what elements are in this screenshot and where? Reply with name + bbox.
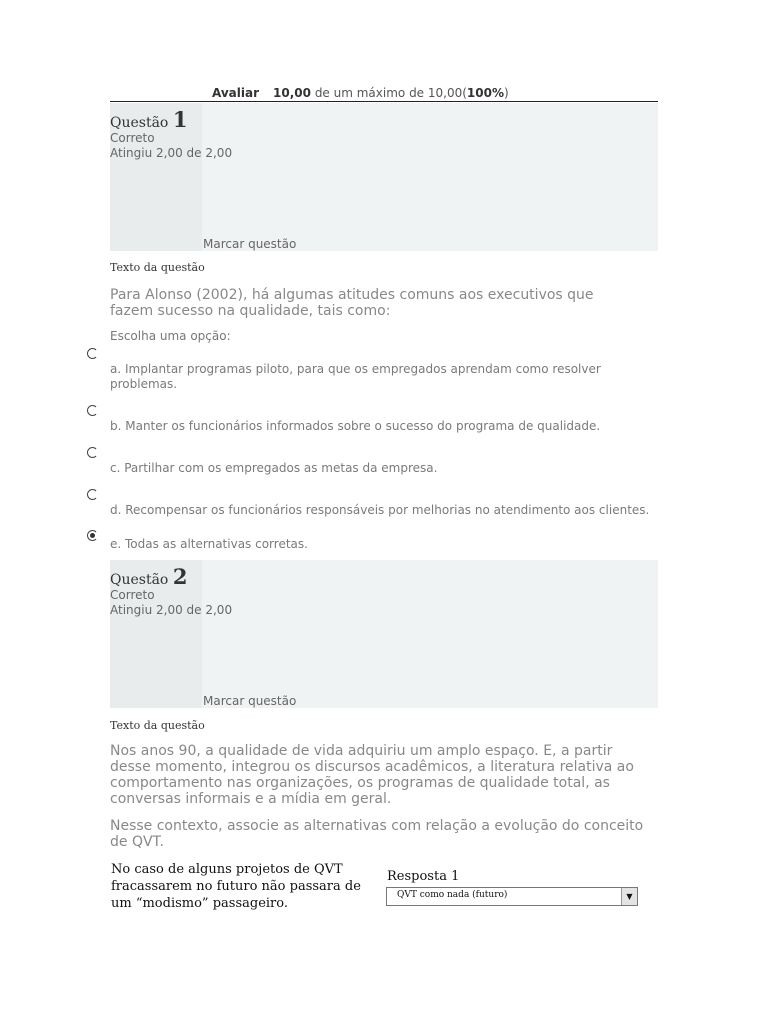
grade-label: Avaliar [212, 86, 260, 100]
question-2-title [110, 564, 187, 589]
match-statement: No caso de alguns projetos de QVT fracassarem no futuro não passara de um “modismo” passageiro. [111, 862, 361, 911]
grade-middle: de um máximo de 10,00( [311, 86, 467, 100]
radio-option-b[interactable] [87, 405, 98, 416]
question-title-prefix: Questão [110, 115, 169, 131]
question-1-title [110, 107, 187, 132]
response-selected-value: QVT como nada (futuro) [397, 890, 508, 900]
question-2-paragraph-2: Nesse contexto, associe as alternativas com relação a evolução do conceito de QVT. [110, 818, 644, 850]
flag-question-link[interactable]: Marcar questão [203, 237, 297, 251]
response-select[interactable] [386, 887, 638, 906]
question-2-paragraph-1: Nos anos 90, a qualidade de vida adquiriu um amplo espaço. E, a partir desse momento, integrou os discursos acadêmicos, a literatura relativa ao comportamento nas organizações, os programas de qualidade total, as conversas informais e a mídia em geral. [110, 743, 634, 807]
question-text-label: Texto da questão [110, 261, 205, 274]
question-number: 1 [172, 107, 188, 132]
option-e-label[interactable]: e. Todas as alternativas corretas. [110, 537, 308, 551]
flag-question-link[interactable]: Marcar questão [203, 694, 297, 708]
question-state: Correto [110, 588, 155, 602]
response-label: Resposta 1 [387, 869, 460, 884]
option-d-label[interactable]: d. Recompensar os funcionários responsáveis por melhorias no atendimento aos clientes. [110, 503, 650, 517]
radio-option-c[interactable] [87, 447, 98, 458]
radio-option-a[interactable] [87, 348, 98, 359]
option-c-label[interactable]: c. Partilhar com os empregados as metas da empresa. [110, 461, 438, 475]
question-title-prefix: Questão [110, 572, 169, 588]
grade-summary [212, 86, 509, 100]
grade-percent: 100% [466, 86, 504, 100]
grade-close: ) [504, 86, 509, 100]
question-state: Correto [110, 131, 155, 145]
choose-option-label: Escolha uma opção: [110, 329, 231, 343]
question-number: 2 [172, 564, 188, 589]
question-1-info [110, 103, 658, 251]
option-b-label[interactable]: b. Manter os funcionários informados sobre o sucesso do programa de qualidade. [110, 419, 601, 433]
question-mark: Atingiu 2,00 de 2,00 [110, 146, 233, 160]
question-text-label: Texto da questão [110, 719, 205, 732]
radio-option-e[interactable] [87, 530, 98, 541]
option-a-label[interactable]: a. Implantar programas piloto, para que os empregados aprendam como resolver problemas. [110, 362, 601, 391]
question-2-info [110, 560, 658, 708]
divider [110, 101, 658, 102]
question-mark: Atingiu 2,00 de 2,00 [110, 603, 233, 617]
radio-option-d[interactable] [87, 489, 98, 500]
dropdown-arrow-icon[interactable]: ▼ [621, 888, 637, 905]
question-1-paragraph: Para Alonso (2002), há algumas atitudes comuns aos executivos que fazem sucesso na qualidade, tais como: [110, 287, 594, 319]
grade-score: 10,00 [273, 86, 311, 100]
